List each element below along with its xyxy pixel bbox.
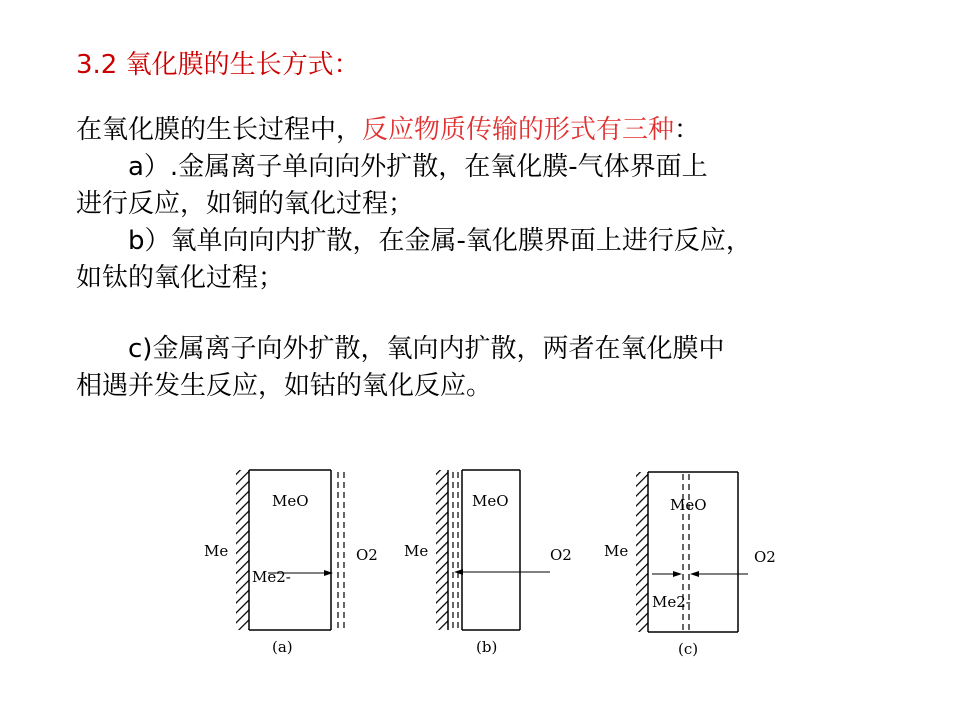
ion-label-c: Me2- — [652, 593, 691, 611]
diagram-b — [400, 460, 580, 660]
caption-a: (a) — [272, 638, 293, 656]
ion-label-a: Me2- — [252, 568, 291, 586]
metal-label-a: Me — [204, 542, 229, 560]
item-b-line1: b）氧单向向内扩散，在金属-氧化膜界面上进行反应， — [128, 226, 752, 256]
gas-label-b: O2 — [550, 546, 572, 564]
intro-highlight: 反应物质传输的形式有三种 — [362, 115, 675, 145]
item-c-line2: 相遇并发生反应，如钴的氧化反应。 — [76, 371, 493, 401]
metal-hatch — [636, 472, 648, 632]
intro-end: ： — [674, 115, 701, 145]
diagram-c — [600, 462, 790, 662]
intro-plain: 在氧化膜的生长过程中， — [76, 115, 363, 145]
gas-label-a: O2 — [356, 546, 378, 564]
oxide-label-c: MeO — [670, 496, 707, 514]
diagram-a — [200, 460, 380, 660]
paragraph-gap — [76, 297, 896, 331]
item-a-line2: 进行反应，如铜的氧化过程； — [76, 189, 415, 219]
caption-b: (b) — [476, 638, 498, 656]
oxide-label-b: MeO — [472, 492, 509, 510]
metal-label-b: Me — [404, 542, 429, 560]
item-a-line1: a）.金属离子单向向外扩散，在氧化膜-气体界面上 — [128, 152, 708, 182]
diagram-a-svg — [200, 460, 380, 660]
slide-title: 3.2 氧化膜的生长方式： — [76, 50, 360, 80]
gas-label-c: O2 — [754, 548, 776, 566]
metal-hatch — [236, 470, 249, 630]
slide-body — [76, 112, 896, 405]
metal-label-c: Me — [604, 542, 629, 560]
oxide-label-a: MeO — [272, 492, 309, 510]
caption-c: (c) — [678, 640, 699, 658]
item-c-line1: c)金属离子向外扩散，氧向内扩散，两者在氧化膜中 — [128, 334, 725, 364]
item-b-line2: 如钛的氧化过程； — [76, 263, 285, 293]
intro-line — [76, 112, 896, 149]
diagram-c-svg — [600, 462, 790, 662]
metal-hatch — [436, 470, 448, 630]
diagram-b-svg — [400, 460, 580, 660]
